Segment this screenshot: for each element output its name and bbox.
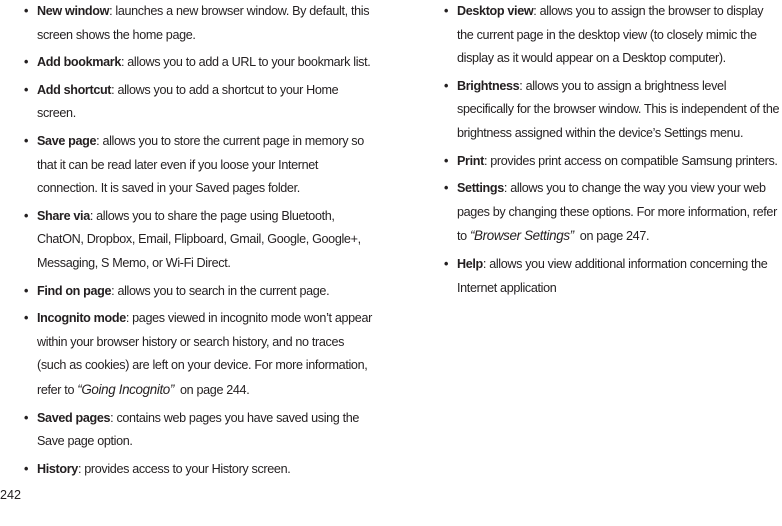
list-item-add-bookmark xyxy=(24,51,374,75)
item-text: : allows you to assign a brightness level specifically for the browser window. This is independent of the brightness assigned within the device’s Settings menu. xyxy=(457,78,780,140)
item-term: History xyxy=(37,461,78,476)
item-text: : pages viewed in incognito mode won’t appear within your browser history or search history, and no traces (such as cookies) are left on your device. For more information, refer to xyxy=(37,311,372,397)
item-term: New window xyxy=(37,4,110,18)
item-text: : allows you to assign the browser to display the current page in the desktop view (to closely mimic the display as it would appear on a Desktop computer). xyxy=(457,4,764,66)
item-text: : allows you to search in the current page. xyxy=(111,283,330,298)
bullet: • xyxy=(444,256,449,271)
item-term: Brightness xyxy=(457,78,520,93)
item-term: Share via xyxy=(37,208,90,223)
list-item-new-window xyxy=(24,0,374,47)
list-item-saved-pages xyxy=(24,407,374,454)
item-text: : allows you view additional information concerning the Internet application xyxy=(457,256,768,295)
item-text-after: on page 244. xyxy=(180,382,250,397)
item-text: : contains web pages you have saved using the Save page option. xyxy=(37,410,360,449)
list-item-history xyxy=(24,458,374,482)
item-text: : allows you to add a URL to your bookmark list. xyxy=(120,55,371,70)
bullet: • xyxy=(24,208,29,223)
item-text: : provides print access on compatible Samsung printers. xyxy=(483,153,778,168)
list-item-print xyxy=(444,150,782,174)
bullet: • xyxy=(24,133,29,148)
list-item-desktop-view xyxy=(444,0,782,71)
page-number: 242 xyxy=(0,488,22,502)
item-text: : launches a new browser window. By default, this screen shows the home page. xyxy=(37,4,370,42)
item-text-after: on page 247. xyxy=(579,229,650,244)
left-column xyxy=(24,0,374,485)
bullet: • xyxy=(24,283,29,298)
bullet: • xyxy=(24,4,29,18)
item-term: Save page xyxy=(37,133,97,148)
item-term: Add bookmark xyxy=(37,55,121,70)
item-term: Incognito mode xyxy=(37,311,126,326)
list-item-find-on-page xyxy=(24,280,374,304)
list-item-settings xyxy=(444,177,782,249)
item-term: Saved pages xyxy=(37,410,111,425)
item-term: Find on page xyxy=(37,283,112,298)
item-text: : allows you to store the current page in memory so that it can be read later even if you loose your Internet connection. It is saved in your Saved pages folder. xyxy=(37,133,364,196)
item-text: : allows you to change the way you view your web pages by changing these options. For more information, refer to xyxy=(457,181,777,244)
list-item-share-via xyxy=(24,205,374,276)
cross-reference-link[interactable]: “Going Incognito” xyxy=(77,381,175,397)
list-item-brightness xyxy=(444,75,782,146)
bullet: • xyxy=(444,78,449,93)
item-text: : provides access to your History screen. xyxy=(77,461,291,476)
bullet: • xyxy=(444,153,449,168)
item-term: Print xyxy=(457,153,484,168)
list-item-save-page xyxy=(24,130,374,201)
right-column xyxy=(444,0,782,304)
item-term: Desktop view xyxy=(457,4,534,18)
bullet: • xyxy=(24,55,29,70)
list-item-help xyxy=(444,253,782,300)
bullet: • xyxy=(444,181,449,196)
item-term: Settings xyxy=(457,181,504,196)
bullet: • xyxy=(24,82,29,97)
item-text: : allows you to add a shortcut to your Home screen. xyxy=(37,82,339,121)
item-text: : allows you to share the page using Bluetooth, ChatON, Dropbox, Email, Flipboard, Gmail, Google, Google+, Messaging, S Memo, or Wi-Fi Direct. xyxy=(37,208,361,270)
item-term: Add shortcut xyxy=(37,82,112,97)
bullet: • xyxy=(24,410,29,425)
list-item-add-shortcut xyxy=(24,79,374,126)
bullet: • xyxy=(24,461,29,476)
list-item-incognito-mode xyxy=(24,307,374,402)
bullet: • xyxy=(24,311,29,326)
bullet: • xyxy=(444,4,449,18)
item-term: Help xyxy=(457,256,483,271)
cross-reference-link[interactable]: “Browser Settings” xyxy=(469,228,574,244)
